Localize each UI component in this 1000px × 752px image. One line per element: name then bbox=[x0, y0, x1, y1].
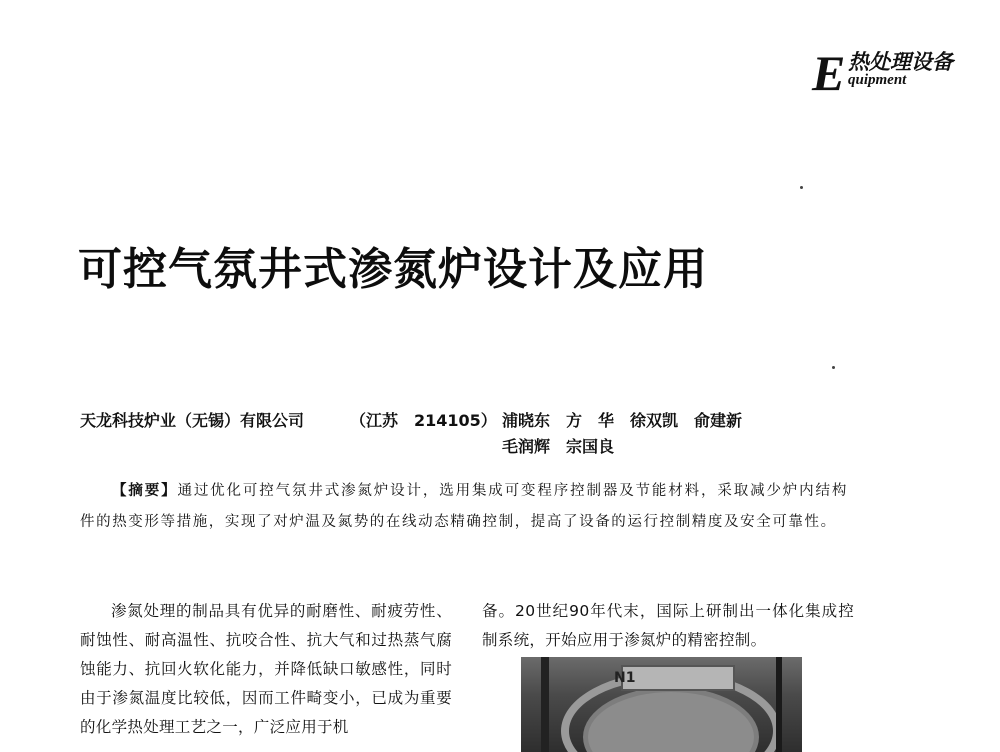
section-title-en: quipment bbox=[848, 72, 907, 88]
abstract-text: 通过优化可控气氛井式渗氮炉设计，选用集成可变程序控制器及节能材料，采取减少炉内结构件的热变形等措施，实现了对炉温及氮势的在线动态精确控制，提高了设备的运行控制精度及安全可靠性。 bbox=[80, 483, 848, 530]
authors-line-2: 毛润辉 宗国良 bbox=[502, 437, 615, 456]
photo-mark: N1 bbox=[614, 670, 636, 686]
photo-pipe bbox=[776, 657, 782, 752]
scan-speck bbox=[832, 366, 835, 369]
photo-pipe bbox=[541, 657, 549, 752]
abstract-label: 【摘要】 bbox=[112, 483, 178, 499]
photo-nameplate bbox=[621, 665, 735, 691]
abstract bbox=[80, 476, 848, 538]
scan-speck bbox=[800, 186, 803, 189]
article-title: 可控气氛井式渗氮炉设计及应用 bbox=[78, 244, 708, 295]
body-left-column: 渗氮处理的制品具有优异的耐磨性、耐疲劳性、耐蚀性、耐高温性、抗咬合性、抗大气和过热蒸气腐蚀能力、抗回火软化能力，并降低缺口敏感性，同时由于渗氮温度比较低，因而工件畸变小，已成为重要的化学热处理工艺之一，广泛应用于机 bbox=[80, 602, 452, 736]
furnace-photo bbox=[521, 657, 802, 752]
section-title-cn: 热处理设备 bbox=[848, 50, 953, 74]
affiliation: 天龙科技炉业（无锡）有限公司 bbox=[80, 411, 305, 430]
section-letter: E bbox=[812, 45, 846, 101]
section-badge bbox=[812, 40, 962, 100]
postal-code: （江苏 214105） bbox=[350, 411, 497, 430]
body-right-column: 备。20世纪90年代末，国际上研制出一体化集成控制系统，开始应用于渗氮炉的精密控制。 bbox=[482, 602, 854, 649]
authors-line-1: 浦晓东 方 华 徐双凯 俞建新 bbox=[502, 411, 743, 430]
